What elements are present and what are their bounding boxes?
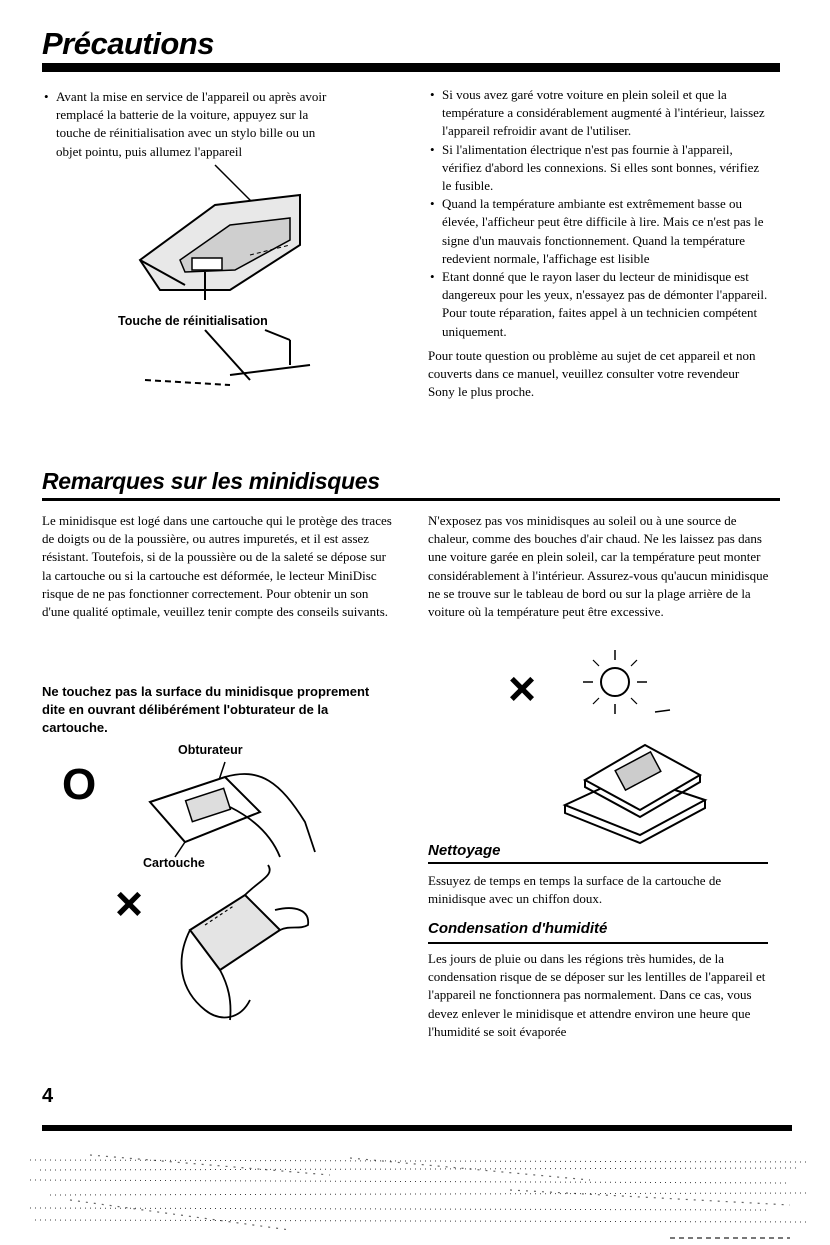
cleaning-rule	[428, 862, 768, 864]
reset-button-label: Touche de réinitialisation	[118, 314, 268, 328]
section-title-condensation: Condensation d'humidité	[428, 920, 608, 937]
shutter-label: Obturateur	[178, 743, 243, 757]
section-title-cleaning: Nettoyage	[428, 842, 501, 859]
cleaning-text: Essuyez de temps en temps la surface de la cartouche de minidisque avec un chiffon doux.	[428, 873, 722, 907]
precaution-item: • Si l'alimentation électrique n'est pas fournie à l'appareil, vérifiez d'abord les connexions. Si elles sont bonnes, vérifiez le fusible.	[428, 141, 768, 196]
precaution-left	[42, 88, 342, 161]
condensation-rule	[428, 942, 768, 944]
wrong-handling-illustration	[150, 870, 320, 1040]
page-number: 4	[42, 1085, 54, 1107]
stacked-minidiscs-illustration	[560, 725, 720, 845]
minidisc-intro: Le minidisque est logé dans une cartouche qui le protège des traces de doigts ou de la poussière, ou autres impuretés, et il est assez résistant. Toutefois, si de la poussière ou de la saleté se dépose sur la cartouche ou si la cartouche est déformée, le lecteur MiniDisc risque de ne pas fonctionner correctement. Pour obtenir un son d'une qualité optimale, veuillez tenir compte des conseils suivants.	[42, 513, 392, 620]
precaution-right	[428, 86, 768, 401]
section-title-minidisc: Remarques sur les minidisques	[42, 468, 380, 494]
wrong-mark-left: ×	[115, 878, 144, 931]
scan-noise-decoration	[30, 1150, 810, 1240]
condensation-text: Les jours de pluie ou dans les régions très humides, de la condensation risque de se déposer sur les lentilles de l'appareil et l'appareil ne fonctionnera pas normalement. Dans ce cas, vous devez enlever le minidisque et attendre environ une heure que l'humidité se soit évaporée	[428, 951, 766, 1039]
section-rule	[42, 498, 780, 501]
cartridge-label: Cartouche	[143, 856, 205, 870]
wrong-mark-right: ×	[508, 663, 537, 716]
minidisc-heat-warning: N'exposez pas vos minidisques au soleil ou à une source de chaleur, comme des bouches d'air chaud. Ne les laissez pas dans une voiture garée en plein soleil, car la température peut monter considérablement à l'intérieur. Assurez-vous qu'aucun minidisque ne se trouve sur le tableau de bord ou sur la plage arrière de la voiture où la température peut être excessive.	[428, 513, 769, 620]
precaution-item: • Quand la température ambiante est extrêmement basse ou élevée, l'afficheur peut être difficile à lire. Mais ce n'est pas le signe d'un mauvais fonctionnement. Quand la température redevient normale, l'affichage est lisible	[428, 195, 768, 268]
sun-icon	[555, 642, 685, 722]
precaution-item: • Si vous avez garé votre voiture en plein soleil et que la température a considérablement augmenté à l'intérieur, laissez l'appareil refroidir avant de l'utiliser.	[428, 86, 768, 141]
precaution-note: Pour toute question ou problème au sujet de cet appareil et non couverts dans ce manuel, veuillez consulter votre revendeur Sony le plus proche.	[428, 347, 756, 400]
correct-mark: O	[62, 760, 97, 809]
footer-rule	[42, 1125, 792, 1131]
title-rule	[42, 63, 780, 72]
precaution-item: • Etant donné que le rayon laser du lecteur de minidisque est dangereux pour les yeux, n'essayez pas de démonter l'appareil. Pour toute réparation, faites appel à un technicien compétent uniquement.	[428, 268, 768, 341]
page-title: Précautions	[42, 26, 214, 61]
precaution-reset-item: • Avant la mise en service de l'appareil ou après avoir remplacé la batterie de la voiture, appuyez sur la touche de réinitialisation avec un stylo bille ou un objet pointu, puis allumez l'appareil	[42, 88, 342, 161]
minidisc-warning: Ne touchez pas la surface du minidisque proprement dite en ouvrant délibérément l'obturateur de la cartouche.	[42, 684, 370, 735]
reset-button-illustration	[120, 160, 350, 400]
